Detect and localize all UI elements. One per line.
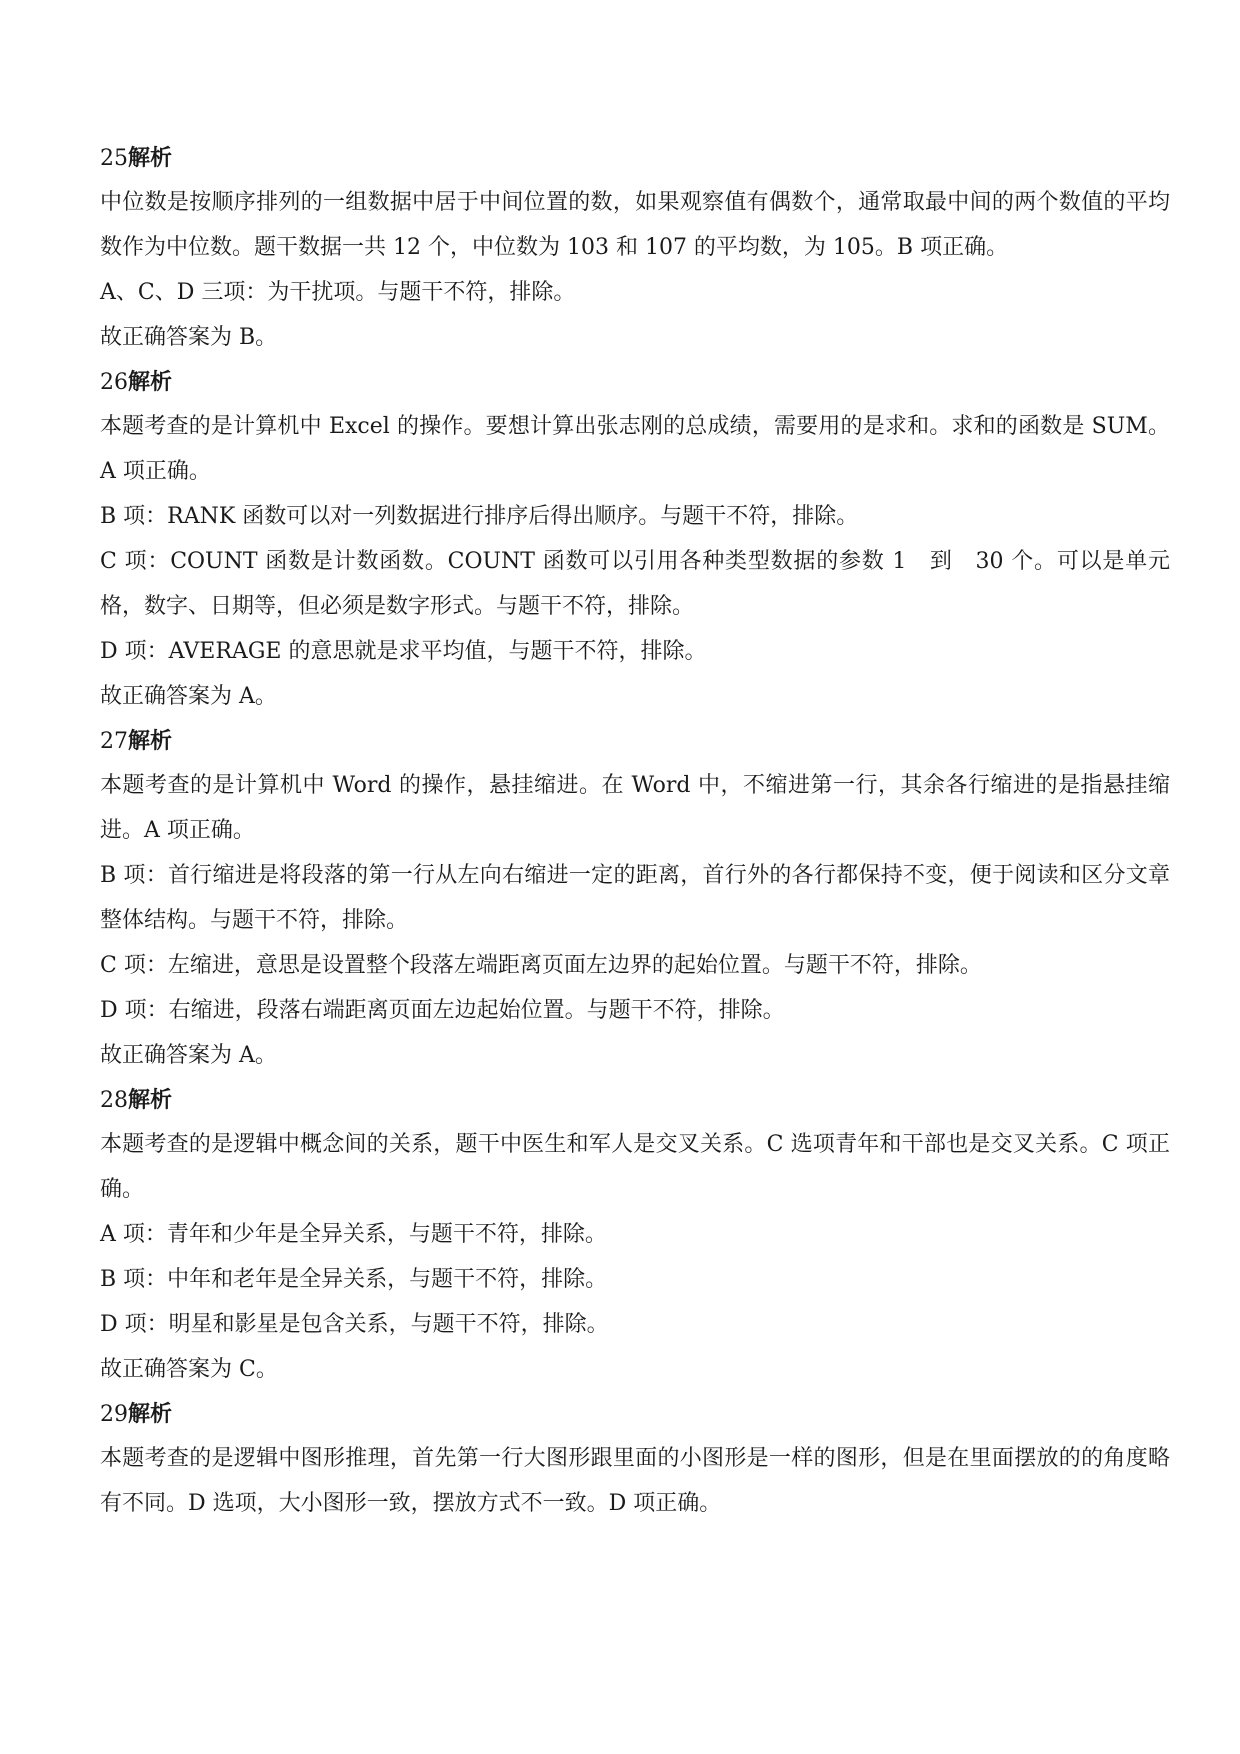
question-number: 27 — [100, 729, 128, 754]
heading-label: 解析 — [128, 145, 173, 171]
paragraph: 中位数是按顺序排列的一组数据中居于中间位置的数，如果观察值有偶数个，通常取最中间的两个数值的平均数作为中位数。题干数据一共 12 个，中位数为 103 和 107 的平均数，为 105。B 项正确。 — [100, 190, 1170, 260]
section-heading — [100, 136, 1170, 180]
paragraph: D 项：右缩进，段落右端距离页面左边起始位置。与题干不符，排除。 — [100, 998, 785, 1023]
section-heading — [100, 719, 1170, 763]
paragraph: B 项：首行缩进是将段落的第一行从左向右缩进一定的距离，首行外的各行都保持不变，便于阅读和区分文章整体结构。与题干不符，排除。 — [100, 863, 1170, 933]
paragraph: 本题考查的是逻辑中图形推理，首先第一行大图形跟里面的小图形是一样的图形，但是在里面摆放的的角度略有不同。D 选项，大小图形一致，摆放方式不一致。D 项正确。 — [100, 1446, 1170, 1516]
answer-line: 故正确答案为 A。 — [100, 684, 277, 709]
paragraph: B 项：RANK 函数可以对一列数据进行排序后得出顺序。与题干不符，排除。 — [100, 504, 859, 529]
answer-line: 故正确答案为 A。 — [100, 1043, 277, 1068]
solution-section-27 — [100, 719, 1170, 1078]
paragraph: D 项：明星和影星是包含关系，与题干不符，排除。 — [100, 1312, 609, 1337]
paragraph: B 项：中年和老年是全异关系，与题干不符，排除。 — [100, 1267, 608, 1292]
solution-section-29 — [100, 1392, 1170, 1526]
heading-label: 解析 — [128, 1087, 173, 1113]
solution-section-26 — [100, 360, 1170, 719]
heading-label: 解析 — [128, 1401, 173, 1427]
heading-label: 解析 — [128, 369, 173, 395]
paragraph: A、C、D 三项：为干扰项。与题干不符，排除。 — [100, 280, 576, 305]
paragraph: 本题考查的是逻辑中概念间的关系，题干中医生和军人是交叉关系。C 选项青年和干部也是交叉关系。C 项正确。 — [100, 1132, 1170, 1202]
section-heading — [100, 1078, 1170, 1122]
question-number: 25 — [100, 146, 128, 171]
question-number: 29 — [100, 1402, 128, 1427]
solution-section-25 — [100, 136, 1170, 360]
paragraph: C 项：左缩进，意思是设置整个段落左端距离页面左边界的起始位置。与题干不符，排除。 — [100, 953, 982, 978]
paragraph: A 项：青年和少年是全异关系，与题干不符，排除。 — [100, 1222, 607, 1247]
heading-label: 解析 — [128, 728, 173, 754]
solution-section-28 — [100, 1078, 1170, 1392]
section-heading — [100, 1392, 1170, 1436]
question-number: 26 — [100, 370, 128, 395]
paragraph: 本题考查的是计算机中 Excel 的操作。要想计算出张志刚的总成绩，需要用的是求和。求和的函数是 SUM。A 项正确。 — [100, 414, 1170, 484]
answer-line: 故正确答案为 C。 — [100, 1357, 278, 1382]
paragraph: 本题考查的是计算机中 Word 的操作，悬挂缩进。在 Word 中，不缩进第一行，其余各行缩进的是指悬挂缩进。A 项正确。 — [100, 773, 1170, 843]
question-number: 28 — [100, 1088, 128, 1113]
answer-line: 故正确答案为 B。 — [100, 325, 278, 350]
section-heading — [100, 360, 1170, 404]
document-page — [100, 145, 1170, 1526]
paragraph: D 项：AVERAGE 的意思就是求平均值，与题干不符，排除。 — [100, 639, 707, 664]
paragraph: C 项：COUNT 函数是计数函数。COUNT 函数可以引用各种类型数据的参数 1 到 30 个。可以是单元格，数字、日期等，但必须是数字形式。与题干不符，排除。 — [100, 549, 1170, 619]
